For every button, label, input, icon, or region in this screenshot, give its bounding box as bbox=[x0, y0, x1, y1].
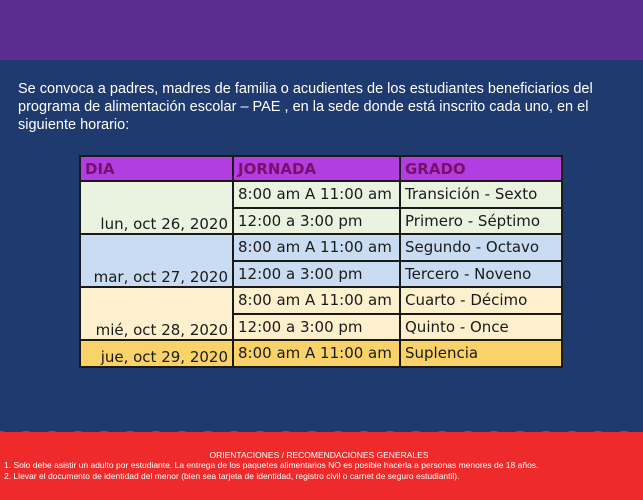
scallop bbox=[221, 431, 247, 450]
jornada-cell: 8:00 am A 11:00 am bbox=[233, 234, 400, 261]
recommendations-title: ORIENTACIONES / RECOMENDACIONES GENERALES bbox=[209, 450, 429, 460]
table-header-row bbox=[80, 156, 562, 181]
jornada-cell: 8:00 am A 11:00 am bbox=[233, 340, 400, 367]
day-cell: mar, oct 27, 2020 bbox=[80, 234, 233, 287]
scallop bbox=[91, 431, 117, 450]
scallop bbox=[247, 431, 273, 450]
scallop bbox=[429, 431, 455, 450]
scallop bbox=[325, 431, 351, 450]
jornada-cell: 8:00 am A 11:00 am bbox=[233, 181, 400, 208]
jornada-cell: 12:00 a 3:00 pm bbox=[233, 261, 400, 288]
scallop bbox=[299, 431, 325, 450]
table-row bbox=[80, 340, 562, 367]
day-cell: jue, oct 29, 2020 bbox=[80, 340, 233, 367]
jornada-cell: 12:00 a 3:00 pm bbox=[233, 314, 400, 341]
grado-cell: Transición - Sexto bbox=[400, 181, 562, 208]
recommendation-item: 2. Llevar el documento de identidad del menor (bien sea tarjeta de identidad, registro civil o carnet de seguro estudiantil). bbox=[4, 470, 460, 481]
grado-cell: Segundo - Octavo bbox=[400, 234, 562, 261]
scallop bbox=[39, 431, 65, 450]
scallop bbox=[403, 431, 429, 450]
scallop bbox=[0, 431, 13, 450]
scallop bbox=[65, 431, 91, 450]
jornada-cell: 8:00 am A 11:00 am bbox=[233, 287, 400, 314]
header-jornada: JORNADA bbox=[233, 156, 400, 181]
scallop bbox=[117, 431, 143, 450]
recommendation-item: 1. Solo debe asistir un adulto por estudiante. La entrega de los paquetes alimentarios NO es posible hacerla a personas menores de 18 años. bbox=[4, 460, 539, 471]
day-cell: lun, oct 26, 2020 bbox=[80, 181, 233, 234]
grado-cell: Quinto - Once bbox=[400, 314, 562, 341]
scallop bbox=[13, 431, 39, 450]
scallop bbox=[351, 431, 377, 450]
scallop bbox=[143, 431, 169, 450]
grado-cell: Primero - Séptimo bbox=[400, 208, 562, 235]
grado-cell: Suplencia bbox=[400, 340, 562, 367]
scallop bbox=[533, 431, 559, 450]
scallop bbox=[637, 431, 643, 450]
grado-cell: Cuarto - Décimo bbox=[400, 287, 562, 314]
scallop bbox=[377, 431, 403, 450]
header-grado: GRADO bbox=[400, 156, 562, 181]
intro-text: Se convoca a padres, madres de familia o acudientes de los estudiantes beneficiarios del programa de alimentación escolar – PAE , en la sede donde está inscrito cada uno, en el siguiente horario: bbox=[18, 81, 593, 133]
table-row bbox=[80, 234, 562, 261]
scallop bbox=[585, 431, 611, 450]
scallop bbox=[455, 431, 481, 450]
scallop-border-bottom bbox=[0, 420, 643, 450]
scallop bbox=[273, 431, 299, 450]
day-cell: mié, oct 28, 2020 bbox=[80, 287, 233, 340]
header-dia: DIA bbox=[80, 156, 233, 181]
scallop bbox=[507, 431, 533, 450]
scallop bbox=[169, 431, 195, 450]
table-row bbox=[80, 181, 562, 208]
scallop bbox=[481, 431, 507, 450]
schedule-table bbox=[79, 155, 563, 368]
scallop bbox=[611, 431, 637, 450]
grado-cell: Tercero - Noveno bbox=[400, 261, 562, 288]
scallop bbox=[195, 431, 221, 450]
table-row bbox=[80, 287, 562, 314]
jornada-cell: 12:00 a 3:00 pm bbox=[233, 208, 400, 235]
recommendations bbox=[4, 450, 634, 481]
scallop bbox=[559, 431, 585, 450]
